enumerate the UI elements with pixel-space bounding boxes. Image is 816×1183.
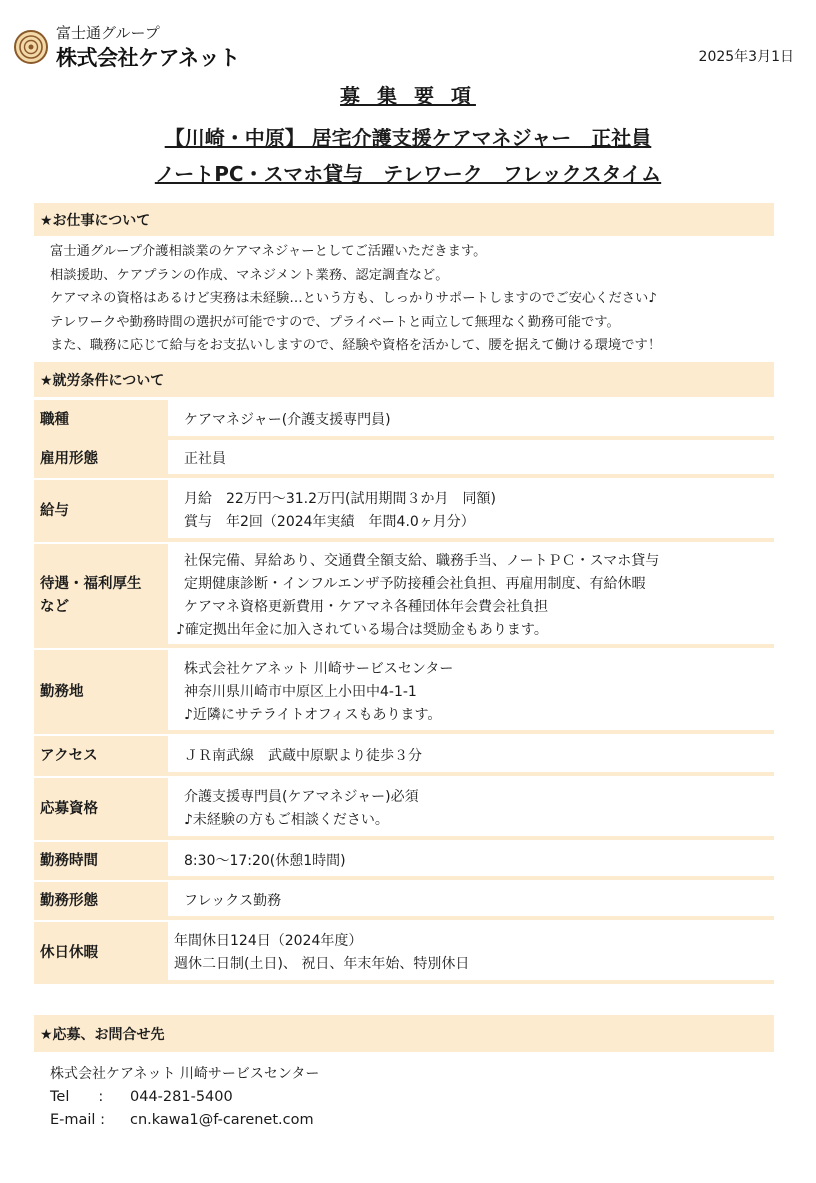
condition-label: 休日休暇 <box>34 922 168 984</box>
job-description-line: また、職務に応じて給与をお支払いしますので、経験や資格を活かして、腰を据えて働ける環境です！ <box>50 338 662 353</box>
condition-label: 応募資格 <box>34 778 168 840</box>
condition-value-line: 8:30～17:20(休憩1時間) <box>184 852 346 869</box>
condition-row-benefits <box>34 544 774 648</box>
tree-ring-logo-icon <box>14 30 48 64</box>
condition-row-hours <box>34 842 774 880</box>
condition-value <box>168 778 774 840</box>
company-name: 株式会社ケアネット <box>56 46 240 70</box>
condition-label: 勤務地 <box>34 650 168 734</box>
condition-label: アクセス <box>34 736 168 776</box>
condition-value-line: ケアマネジャー(介護支援専門員) <box>184 411 391 428</box>
section-heading-job: ★お仕事について <box>34 203 774 236</box>
condition-label: 職種 <box>34 400 168 440</box>
condition-row-location <box>34 650 774 734</box>
condition-value <box>168 842 774 880</box>
condition-label: 勤務形態 <box>34 882 168 920</box>
job-title-line1: 【川崎・中原】 居宅介護支援ケアマネジャー 正社員 <box>164 126 652 150</box>
condition-value-line: ♪未経験の方もご相談ください。 <box>184 812 389 828</box>
condition-row-qualification <box>34 778 774 840</box>
condition-value-line: ケアマネ資格更新費用・ケアマネ各種団体年会費会社負担 <box>184 599 548 615</box>
email-address[interactable]: cn.kawa1@f-carenet.com <box>130 1112 314 1128</box>
section-heading-contact: ★応募、お問合せ先 <box>34 1015 774 1052</box>
page-title: 募 集 要 項 <box>340 84 476 108</box>
condition-row-access <box>34 736 774 776</box>
job-description-line: テレワークや勤務時間の選択が可能ですので、プライベートと両立して無理なく勤務可能です。 <box>50 314 620 330</box>
condition-value <box>168 736 774 776</box>
condition-value <box>168 440 774 478</box>
tel-label: Tel : <box>50 1089 104 1105</box>
issue-date: 2025年3月1日 <box>698 49 794 65</box>
tel-number: 044-281-5400 <box>130 1089 233 1105</box>
job-description-line: 富士通グループ介護相談業のケアマネジャーとしてご活躍いただきます。 <box>50 244 487 259</box>
condition-value <box>168 480 774 542</box>
condition-row-salary <box>34 480 774 542</box>
condition-value <box>168 922 774 984</box>
job-description <box>50 240 661 358</box>
condition-label: 待遇・福利厚生など <box>34 544 168 648</box>
group-name: 富士通グループ <box>56 24 160 42</box>
contact-email-row <box>50 1109 319 1132</box>
email-label: E-mail : <box>50 1112 105 1128</box>
condition-value-line: 神奈川県川崎市中原区上小田中4-1-1 <box>184 683 417 700</box>
condition-value-line: 介護支援専門員(ケアマネジャー)必須 <box>184 789 419 805</box>
condition-value <box>168 650 774 734</box>
condition-label: 給与 <box>34 480 168 542</box>
condition-label: 雇用形態 <box>34 440 168 478</box>
condition-value-line: ＪＲ南武線 武蔵中原駅より徒歩３分 <box>184 747 422 764</box>
contact-tel-row <box>50 1086 319 1109</box>
section-heading-conditions: ★就労条件について <box>34 362 774 397</box>
condition-value-line: 週休二日制(土日)、 祝日、年末年始、特別休日 <box>174 956 470 972</box>
condition-value-line: 月給 22万円～31.2万円(試用期間３か月 同額) <box>184 491 496 507</box>
condition-value <box>168 882 774 920</box>
job-description-line: 相談援助、ケアプランの作成、マネジメント業務、認定調査など。 <box>50 267 449 283</box>
condition-value-line: ♪近隣にサテライトオフィスもあります。 <box>184 706 442 723</box>
job-title-line2: ノートPC・スマホ貸与 テレワーク フレックスタイム <box>154 162 662 186</box>
condition-row-holidays <box>34 922 774 984</box>
contact-info <box>50 1063 319 1132</box>
company-logo <box>14 22 244 72</box>
condition-value-line: 賞与 年2回（2024年実績 年間4.0ヶ月分） <box>184 514 475 530</box>
condition-value-line: フレックス勤務 <box>184 892 282 909</box>
condition-value-line: 正社員 <box>184 450 226 467</box>
condition-value-line: 年間休日124日（2024年度） <box>174 933 363 949</box>
condition-value <box>168 400 774 440</box>
condition-row-employment <box>34 440 774 478</box>
condition-row-job-type <box>34 400 774 440</box>
condition-value-line: 定期健康診断・インフルエンザ予防接種会社負担、再雇用制度、有給休暇 <box>184 576 646 592</box>
condition-value <box>168 544 774 648</box>
condition-value-line: 社保完備、昇給あり、交通費全額支給、職務手当、ノートＰＣ・スマホ貸与 <box>184 553 660 569</box>
condition-value-line: ♪確定拠出年金に加入されている場合は奨励金もあります。 <box>176 622 548 638</box>
condition-label: 勤務時間 <box>34 842 168 880</box>
condition-row-work-style <box>34 882 774 920</box>
job-description-line: ケアマネの資格はあるけど実務は未経験…という方も、しっかりサポートしますのでご安心ください♪ <box>50 291 657 306</box>
contact-company: 株式会社ケアネット 川崎サービスセンター <box>50 1066 320 1082</box>
condition-value-line: 株式会社ケアネット 川崎サービスセンター <box>184 660 454 677</box>
